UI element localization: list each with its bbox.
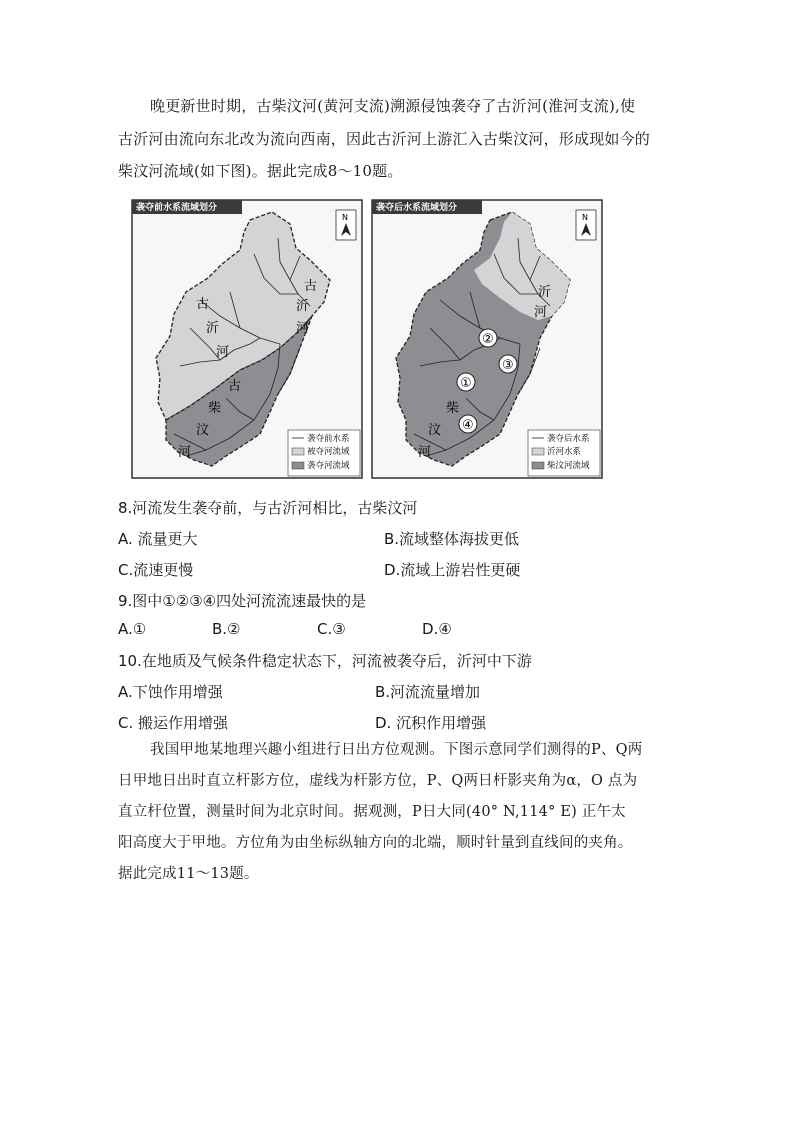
left-legend-1: 袭夺前水系 <box>307 434 350 444</box>
svg-text:④: ④ <box>462 418 474 433</box>
marker-1 <box>457 373 475 391</box>
left-label-he3: 河 <box>178 445 192 460</box>
intro-paragraph-1 <box>118 90 678 188</box>
left-label-he1: 河 <box>216 345 230 360</box>
intro2-line5: 据此完成11～13题。 <box>118 866 259 882</box>
q9-stem: 9.图中①②③④四处河流流速最快的是 <box>118 592 367 610</box>
svg-text:②: ② <box>482 332 494 347</box>
left-north-label: N <box>342 213 348 222</box>
q9-option-a: A.① <box>118 620 147 638</box>
q9-option-b: B.② <box>212 620 241 638</box>
right-legend-3: 柴汶河流域 <box>547 461 590 471</box>
intro2-line2: 日甲地日出时直立杆影方位，虚线为杆影方位，P、Q两日杆影夹角为α，O 点为 <box>118 773 638 789</box>
q10-option-a: A.下蚀作用增强 <box>118 683 223 701</box>
intro1-line3: 柴汶河流域(如下图)。据此完成8～10题。 <box>118 162 403 180</box>
q10-option-c: C. 搬运作用增强 <box>118 714 229 732</box>
left-label-gu1: 古 <box>196 297 210 312</box>
marker-4 <box>459 415 477 433</box>
right-label-he2: 河 <box>418 445 432 460</box>
q8-stem: 8.河流发生袭夺前，与古沂河相比，古柴汶河 <box>118 499 418 517</box>
left-label-gu2: 古 <box>304 279 318 294</box>
right-map-title: 袭夺后水系流域划分 <box>376 203 458 213</box>
q10-stem: 10.在地质及气候条件稳定状态下，河流被袭夺后，沂河中下游 <box>118 652 532 670</box>
q9-option-c: C.③ <box>317 620 346 638</box>
intro2-line3: 直立杆位置，测量时间为北京时间。据观测，P日大同(40° N,114° E) 正午太 <box>118 804 626 820</box>
right-north-label: N <box>582 213 588 222</box>
intro-paragraph-2 <box>118 735 678 890</box>
left-label-wen: 汶 <box>196 423 210 438</box>
watershed-figure <box>130 198 678 480</box>
right-legend-2: 沂河水系 <box>547 447 582 457</box>
left-map <box>132 200 362 478</box>
q8-option-c: C.流速更慢 <box>118 561 194 579</box>
right-label-yi: 沂 <box>538 285 552 300</box>
intro1-line1: 晚更新世时期，古柴汶河(黄河支流)溯源侵蚀袭夺了古沂河(淮河支流),使 <box>150 97 636 115</box>
q10-option-d: D. 沉积作用增强 <box>375 714 487 732</box>
right-label-he1: 河 <box>534 305 548 320</box>
left-label-he2: 河 <box>296 321 310 336</box>
left-legend <box>288 430 360 476</box>
intro2-line1: 我国甲地某地理兴趣小组进行日出方位观测。下图示意同学们测得的P、Q两 <box>150 742 643 758</box>
intro1-line2: 古沂河由流向东北改为流向西南，因此古沂河上游汇入古柴汶河，形成现如今的 <box>118 129 651 148</box>
north-arrow-icon <box>576 210 596 240</box>
q10-option-b: B.河流流量增加 <box>375 683 481 701</box>
left-map-title: 袭夺前水系流域划分 <box>136 203 218 213</box>
q8-option-a: A. 流量更大 <box>118 530 198 548</box>
q9-option-d: D.④ <box>422 620 452 638</box>
right-label-chai: 柴 <box>446 401 460 416</box>
right-label-wen: 汶 <box>428 423 442 438</box>
q8-option-b: B.流域整体海拔更低 <box>384 530 520 548</box>
marker-3 <box>499 355 517 373</box>
right-map <box>372 200 602 478</box>
left-label-yi2: 沂 <box>296 299 310 314</box>
intro2-line4: 阳高度大于甲地。方位角为由坐标纵轴方向的北端，顺时针量到直线间的夹角。 <box>118 835 633 851</box>
q8-option-d: D.流域上游岩性更硬 <box>384 561 521 579</box>
left-label-gu3: 古 <box>228 379 242 394</box>
left-label-yi1: 沂 <box>206 321 220 336</box>
svg-text:③: ③ <box>502 358 514 373</box>
right-legend <box>528 430 600 476</box>
watershed-maps-svg <box>130 198 678 480</box>
marker-2 <box>479 329 497 347</box>
left-label-chai: 柴 <box>208 401 222 416</box>
right-legend-1: 袭夺后水系 <box>547 434 590 444</box>
north-arrow-icon <box>336 210 356 240</box>
svg-text:①: ① <box>460 376 472 391</box>
left-legend-3: 袭夺河流域 <box>307 461 350 471</box>
left-legend-2: 被夺河流域 <box>307 447 350 457</box>
